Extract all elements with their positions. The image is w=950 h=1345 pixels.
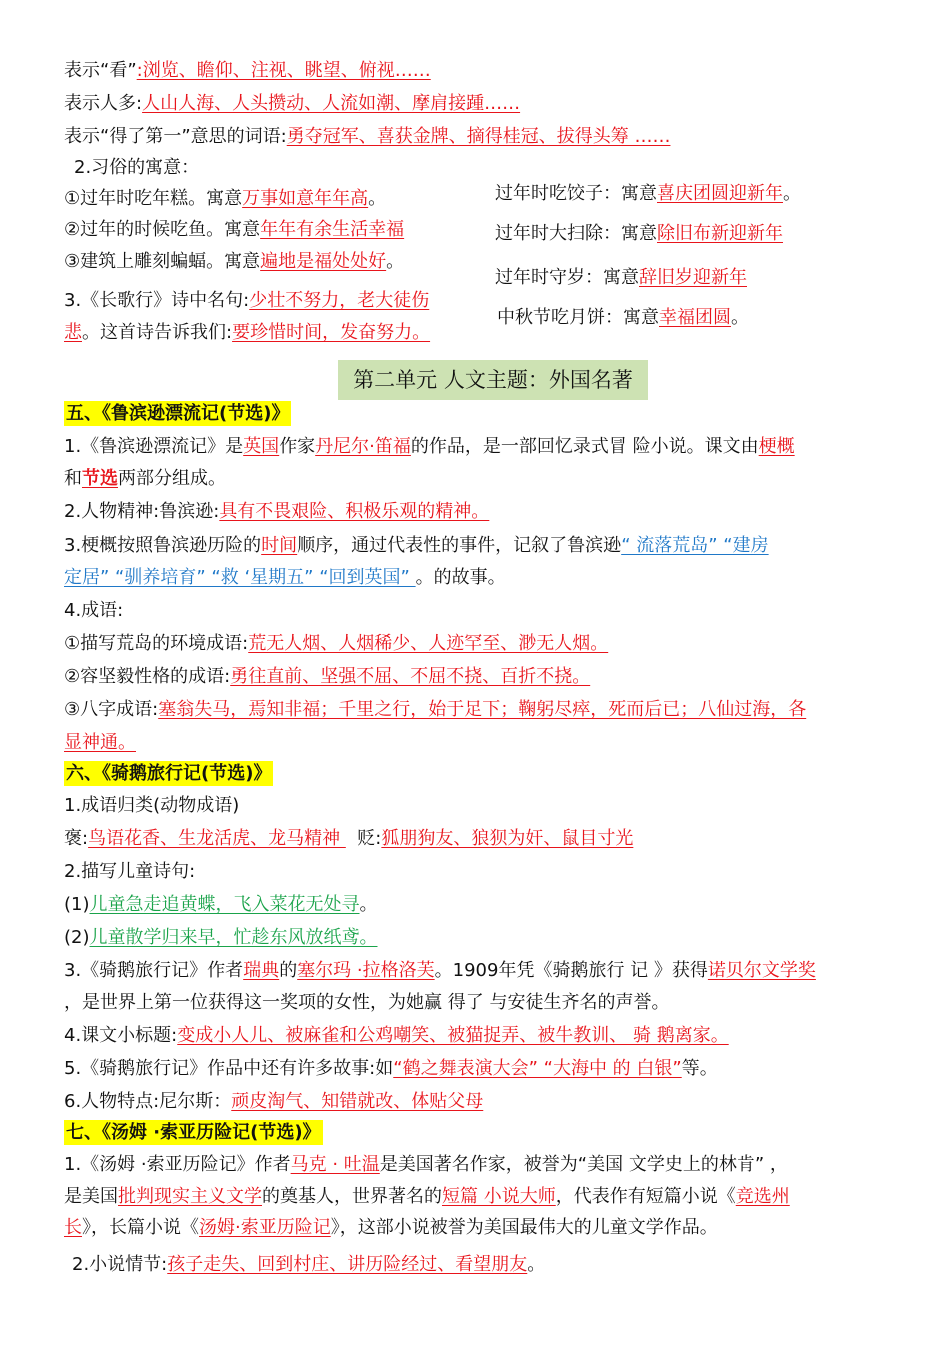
custom-item-5: 过年时大扫除：寓意除旧布新迎新年 — [495, 223, 783, 244]
poem-line-1: 3.《长歌行》诗中名句:少壮不努力，老大徒伤 — [64, 290, 430, 311]
heading-nils: 六、《骑鹅旅行记(节选)》 — [66, 763, 272, 784]
nils-verse-2: (2)儿童散学归来早，忙趁东风放纸鸢。 — [64, 927, 378, 948]
robinson-p3-line1: 3.梗概按照鲁滨逊历险的时间顺序，通过代表性的事件，记叙了鲁滨逊“ 流落荒岛” “建房 — [64, 535, 769, 556]
tom-p1-line3: 长》，长篇小说《汤姆·索亚历险记》，这部小说被誉为美国最伟大的儿童文学作品。 — [64, 1217, 718, 1238]
robinson-p2: 2.人物精神:鲁滨逊:具有不畏艰险、积极乐观的精神。 — [64, 501, 490, 522]
unit-title: 第二单元 人文主题：外国名著 — [338, 360, 648, 400]
tom-p2: 2.小说情节:孩子走失、回到村庄、讲历险经过、看望朋友。 — [72, 1254, 546, 1275]
nils-verse-1: (1)儿童急走追黄蝶，飞入菜花无处寻。 — [64, 894, 378, 915]
heading-tom-sawyer: 七、《汤姆 ·索亚历险记(节选)》 — [66, 1122, 321, 1143]
custom-item-2: ②过年的时候吃鱼。寓意年年有余生活幸福 — [64, 219, 405, 240]
robinson-p1-line2: 和节选两部分组成。 — [64, 468, 226, 489]
idioms-item-3-line1: ③八字成语:塞翁失马，焉知非福；千里之行，始于足下；鞠躬尽瘁，死而后已；八仙过海，各 — [64, 699, 807, 720]
heading-robinson: 五、《鲁滨逊漂流记(节选)》 — [66, 403, 290, 424]
nils-p6: 6.人物特点:尼尔斯：顽皮淘气、知错就改、体贴父母 — [64, 1091, 484, 1112]
poem-line-2: 悲。这首诗告诉我们:要珍惜时间，发奋努力。 — [64, 322, 431, 343]
robinson-p3-line2: 定居” “驯养培育” “救 ‘星期五” “回到英国” 。的故事。 — [64, 567, 506, 588]
idioms-item-2: ②容坚毅性格的成语:勇往直前、坚强不屈、不屈不挠、百折不挠。 — [64, 666, 591, 687]
nils-p3-line1: 3.《骑鹅旅行记》作者瑞典的塞尔玛 ·拉格洛芙。1909年凭《骑鹅旅行 记 》获得诺贝尔文学奖 — [64, 960, 816, 981]
nils-p4: 4.课文小标题:变成小人儿、被麻雀和公鸡嘲笑、被猫捉弄、被牛教训、 骑 鹅离家。 — [64, 1025, 729, 1046]
tom-p1-line1: 1.《汤姆 ·索亚历险记》作者马克 · 吐温是美国著名作家，被誉为“美国 文学史上的林肯” ， — [64, 1154, 788, 1175]
custom-item-6: 过年时守岁：寓意辞旧岁迎新年 — [495, 267, 747, 288]
robinson-p1-line1: 1.《鲁滨逊漂流记》是英国作家丹尼尔·笛福的作品，是一部回忆录式冒 险小说。课文由梗概 — [64, 436, 795, 457]
line-look-words: 表示“看”:浏览、瞻仰、注视、眺望、俯视…… — [64, 60, 431, 81]
idioms-item-3-line2: 显神通。 — [64, 732, 136, 753]
custom-item-7: 中秋节吃月饼：寓意幸福团圆。 — [497, 307, 749, 328]
custom-item-4: 过年时吃饺子：寓意喜庆团圆迎新年。 — [495, 183, 801, 204]
line-crowd-words: 表示人多:人山人海、人头攒动、人流如潮、摩肩接踵…… — [64, 93, 521, 114]
tom-p1-line2: 是美国批判现实主义文学的奠基人，世界著名的短篇 小说大师，代表作有短篇小说《竞选州 — [64, 1186, 790, 1207]
nils-p2-title: 2.描写儿童诗句: — [64, 861, 196, 882]
idioms-title: 4.成语: — [64, 600, 124, 621]
customs-title: 2.习俗的寓意： — [74, 157, 200, 178]
nils-idioms: 褒:鸟语花香、生龙活虎、龙马精神 贬:狐朋狗友、狼狈为奸、鼠目寸光 — [64, 828, 634, 849]
line-first-place-words: 表示“得了第一”意思的词语:勇夺冠军、喜获金牌、摘得桂冠、拔得头筹 …… — [64, 126, 671, 147]
nils-p1-title: 1.成语归类(动物成语) — [64, 795, 240, 816]
idioms-item-1: ①描写荒岛的环境成语:荒无人烟、人烟稀少、人迹罕至、渺无人烟。 — [64, 633, 609, 654]
custom-item-1: ①过年时吃年糕。寓意万事如意年年高。 — [64, 188, 387, 209]
custom-item-3: ③建筑上雕刻蝙蝠。寓意遍地是福处处好。 — [64, 251, 405, 272]
nils-p5: 5.《骑鹅旅行记》作品中还有许多故事:如“鹤之舞表演大会” “大海中 的 白银”等。 — [64, 1058, 718, 1079]
nils-p3-line2: ，是世界上第一位获得这一奖项的女性，为她赢 得了 与安徒生齐名的声誉。 — [64, 992, 670, 1013]
